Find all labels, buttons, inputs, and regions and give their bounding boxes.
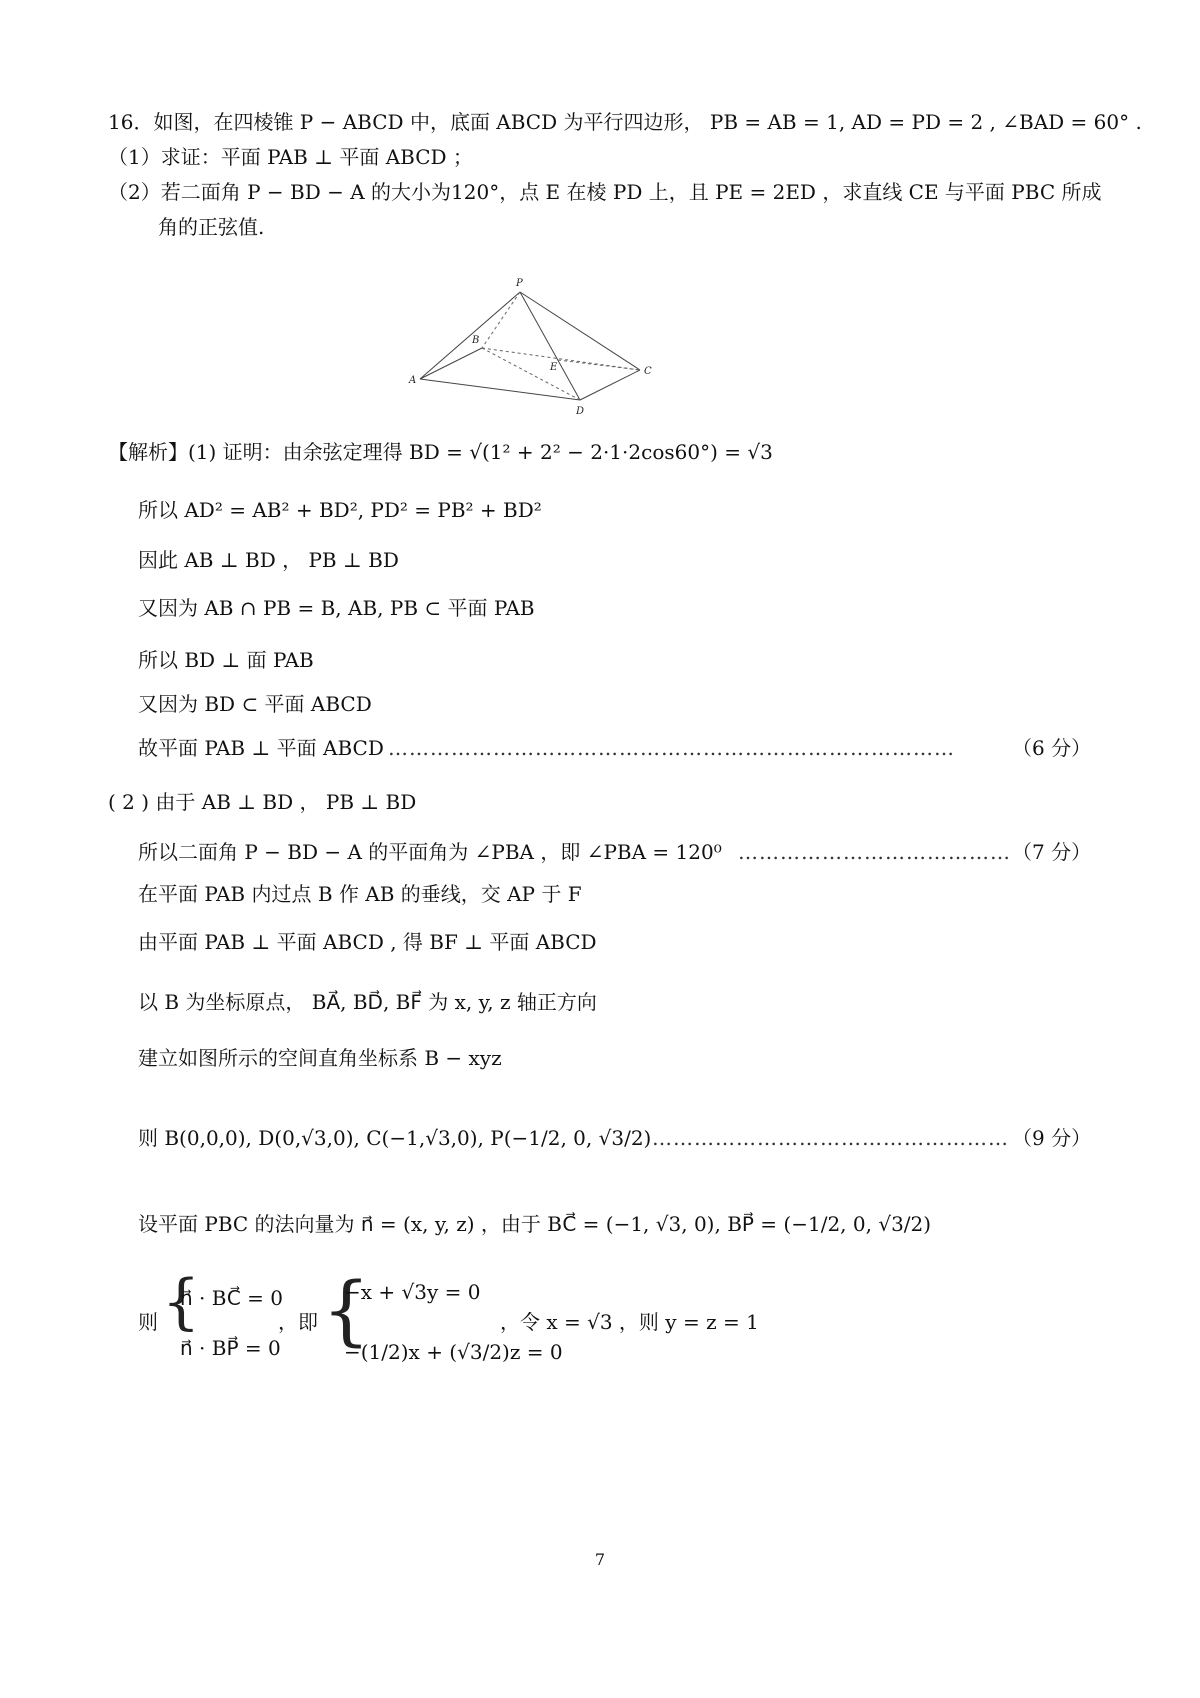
solution-line-9: 所以二面角 P − BD − A 的平面角为 ∠PBA ，即 ∠PBA = 120⁰ xyxy=(138,840,722,864)
solution-line-5: 所以 BD ⊥ 面 PAB xyxy=(138,648,314,672)
system-a-eq1: n⃗ · BC⃗ = 0 xyxy=(180,1286,283,1310)
solution-line-14: 则 B(0,0,0), D(0,√3,0), C(−1,√3,0), P(−1/2, 0, √3/2) xyxy=(138,1126,652,1150)
leader-dots-7: ………………………………… xyxy=(738,840,1011,864)
edge-DC xyxy=(580,370,640,400)
label-D: D xyxy=(576,406,585,417)
brace-left: { xyxy=(162,1267,201,1337)
page-number: 7 xyxy=(594,1550,606,1569)
label-A: A xyxy=(409,375,417,386)
edge-PA xyxy=(420,292,520,379)
system-tail: ，令 x = √3 ，则 y = z = 1 xyxy=(500,1310,759,1334)
solution-line-11: 由平面 PAB ⊥ 平面 ABCD , 得 BF ⊥ 平面 ABCD xyxy=(138,930,597,954)
solution-line-10: 在平面 PAB 内过点 B 作 AB 的垂线，交 AP 于 F xyxy=(138,882,582,906)
solution-line-8: ( 2 ) 由于 AB ⊥ BD ， PB ⊥ BD xyxy=(108,790,417,814)
solution-line-15: 设平面 PBC 的法向量为 n⃗ = (x, y, z) ，由于 BC⃗ = (−1, √3, 0), BP⃗ = (−1/2, 0, √3/2) xyxy=(138,1212,932,1236)
leader-dots-9: …………………………………………… xyxy=(652,1126,1009,1150)
edge-PD xyxy=(520,292,580,400)
score-9: （9 分） xyxy=(1012,1126,1092,1150)
problem-question-2: （2）若二面角 P − BD − A 的大小为120°，点 E 在棱 PD 上，且 PE = 2ED ，求直线 CE 与平面 PBC 所成 xyxy=(108,180,1102,204)
system-b-eq1: −x + √3y = 0 xyxy=(344,1280,481,1304)
leader-dots-6: ……………………………………………………………………… xyxy=(388,736,955,760)
label-E: E xyxy=(550,362,558,373)
label-C: C xyxy=(644,366,652,377)
pyramid-figure xyxy=(409,272,680,422)
score-6: （6 分） xyxy=(1012,736,1092,760)
problem-question-2-cont: 角的正弦值. xyxy=(158,215,265,239)
solution-line-6: 又因为 BD ⊂ 平面 ABCD xyxy=(138,692,372,716)
label-B: B xyxy=(472,335,480,346)
edge-AD xyxy=(420,379,580,400)
brace-right-system: { xyxy=(322,1265,371,1354)
label-P: P xyxy=(516,278,523,289)
system-mid: ，即 xyxy=(278,1310,318,1334)
solution-line-12: 以 B 为坐标原点， BA⃗, BD⃗, BF⃗ 为 x, y, z 轴正方向 xyxy=(138,990,597,1014)
edge-PC xyxy=(520,292,640,370)
solution-line-2: 所以 AD² = AB² + BD², PD² = PB² + BD² xyxy=(138,498,542,522)
solution-line-3: 因此 AB ⊥ BD ， PB ⊥ BD xyxy=(138,548,399,572)
problem-line-1: 16．如图，在四棱锥 P − ABCD 中，底面 ABCD 为平行四边形， PB = AB = 1, AD = PD = 2 , ∠BAD = 60° . xyxy=(108,110,1142,134)
system-a-eq2: n⃗ · BP⃗ = 0 xyxy=(180,1336,281,1360)
solution-line-7: 故平面 PAB ⊥ 平面 ABCD xyxy=(138,736,384,760)
system-b-eq2: −(1/2)x + (√3/2)z = 0 xyxy=(344,1340,563,1364)
solution-line-1: 【解析】(1) 证明：由余弦定理得 BD = √(1² + 2² − 2·1·2cos60°) = √3 xyxy=(108,440,773,464)
problem-question-1: （1）求证：平面 PAB ⊥ 平面 ABCD ； xyxy=(108,145,473,169)
solution-line-13: 建立如图所示的空间直角坐标系 B − xyz xyxy=(138,1046,502,1070)
score-7: （7 分） xyxy=(1012,840,1092,864)
solution-line-4: 又因为 AB ∩ PB = B, AB, PB ⊂ 平面 PAB xyxy=(138,596,535,620)
system-lead: 则 xyxy=(138,1310,158,1334)
